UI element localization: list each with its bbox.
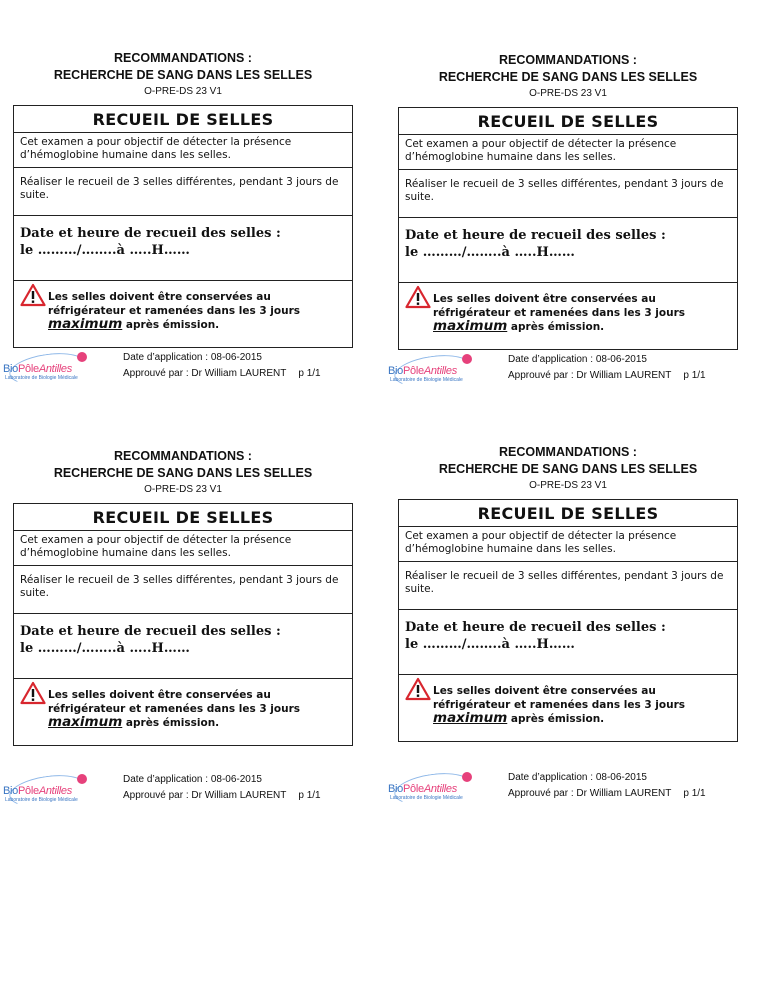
date-section — [14, 614, 352, 679]
card-footer — [388, 352, 738, 392]
instructions-paragraph: Réaliser le recueil de 3 selles différentes, pendant 3 jours de suite. — [399, 562, 737, 610]
label-card-top-left — [3, 50, 353, 390]
card-footer — [3, 350, 353, 390]
document-code: O-PRE-DS 23 V1 — [529, 480, 607, 491]
label-card-bottom-right — [388, 444, 738, 810]
page-number: p 1/1 — [298, 368, 321, 379]
logo-wordmark: BioPôleAntilles — [3, 363, 72, 375]
card-header — [398, 52, 738, 101]
date-section — [399, 218, 737, 283]
card-footer — [3, 772, 353, 812]
instructions-paragraph: Réaliser le recueil de 3 selles différentes, pendant 3 jours de suite. — [14, 566, 352, 614]
date-label: Date et heure de recueil des selles : — [20, 624, 281, 639]
approved-by: Approuvé par : Dr William LAURENT — [508, 788, 672, 799]
purpose-paragraph: Cet examen a pour objectif de détecter la présence d’hémoglobine humaine dans les selles. — [399, 135, 737, 170]
purpose-paragraph: Cet examen a pour objectif de détecter la présence d’hémoglobine humaine dans les selles. — [14, 133, 352, 168]
application-date: Date d’application : 08-06-2015 — [508, 772, 647, 783]
warning-section — [399, 283, 737, 349]
box-title: RECUEIL DE SELLES — [14, 504, 352, 531]
page-number: p 1/1 — [298, 790, 321, 801]
box-title: RECUEIL DE SELLES — [14, 106, 352, 133]
logo-subtitle: Laboratoire de Biologie Médicale — [5, 375, 78, 381]
header-recommandations: RECOMMANDATIONS : — [114, 51, 252, 65]
warning-emphasis: maximum — [48, 714, 123, 730]
document-code: O-PRE-DS 23 V1 — [529, 88, 607, 99]
page-number: p 1/1 — [683, 788, 706, 799]
logo-dot — [77, 774, 87, 784]
warning-emphasis: maximum — [48, 316, 123, 332]
header-subject: RECHERCHE DE SANG DANS LES SELLES — [53, 466, 313, 480]
logo-dot — [77, 352, 87, 362]
date-section — [399, 610, 737, 675]
header-subject: RECHERCHE DE SANG DANS LES SELLES — [438, 462, 698, 476]
approved-by: Approuvé par : Dr William LAURENT — [123, 368, 287, 379]
date-fill-line: le ………/……..à …..H…… — [405, 637, 575, 652]
date-fill-line: le ………/……..à …..H…… — [405, 245, 575, 260]
content-box — [398, 107, 738, 350]
approved-by: Approuvé par : Dr William LAURENT — [123, 790, 287, 801]
card-header — [398, 444, 738, 493]
header-subject: RECHERCHE DE SANG DANS LES SELLES — [53, 68, 313, 82]
biopole-logo — [1, 350, 96, 388]
page-number: p 1/1 — [683, 370, 706, 381]
warning-triangle-icon — [405, 677, 431, 701]
header-recommandations: RECOMMANDATIONS : — [499, 445, 637, 459]
warning-end: après émission. — [125, 319, 220, 331]
biopole-logo — [386, 770, 481, 808]
content-box — [13, 105, 353, 348]
footer-info — [508, 352, 706, 384]
date-fill-line: le ………/……..à …..H…… — [20, 641, 190, 656]
warning-text: Les selles doivent être conservées au réfrigérateur et ramenées dans les 3 jours — [433, 293, 686, 319]
warning-section — [399, 675, 737, 741]
logo-dot — [462, 354, 472, 364]
card-footer — [388, 770, 738, 810]
header-recommandations: RECOMMANDATIONS : — [114, 449, 252, 463]
document-code: O-PRE-DS 23 V1 — [144, 86, 222, 97]
warning-end: après émission. — [510, 713, 605, 725]
logo-wordmark: BioPôleAntilles — [3, 785, 72, 797]
instructions-paragraph: Réaliser le recueil de 3 selles différentes, pendant 3 jours de suite. — [399, 170, 737, 218]
box-title: RECUEIL DE SELLES — [399, 500, 737, 527]
card-header — [13, 50, 353, 99]
biopole-logo — [386, 352, 481, 390]
logo-subtitle: Laboratoire de Biologie Médicale — [390, 795, 463, 801]
warning-emphasis: maximum — [433, 710, 508, 726]
date-label: Date et heure de recueil des selles : — [20, 226, 281, 241]
warning-text: Les selles doivent être conservées au réfrigérateur et ramenées dans les 3 jours — [48, 689, 301, 715]
footer-info — [508, 770, 706, 802]
warning-text: Les selles doivent être conservées au réfrigérateur et ramenées dans les 3 jours — [48, 291, 301, 317]
instructions-paragraph: Réaliser le recueil de 3 selles différentes, pendant 3 jours de suite. — [14, 168, 352, 216]
label-card-top-right — [388, 52, 738, 392]
application-date: Date d’application : 08-06-2015 — [123, 352, 262, 363]
logo-subtitle: Laboratoire de Biologie Médicale — [390, 377, 463, 383]
biopole-logo — [1, 772, 96, 810]
application-date: Date d’application : 08-06-2015 — [508, 354, 647, 365]
logo-subtitle: Laboratoire de Biologie Médicale — [5, 797, 78, 803]
warning-triangle-icon — [20, 681, 46, 705]
content-box — [398, 499, 738, 742]
logo-wordmark: BioPôleAntilles — [388, 365, 457, 377]
date-label: Date et heure de recueil des selles : — [405, 620, 666, 635]
warning-triangle-icon — [405, 285, 431, 309]
footer-info — [123, 350, 321, 382]
warning-section — [14, 281, 352, 347]
application-date: Date d’application : 08-06-2015 — [123, 774, 262, 785]
logo-dot — [462, 772, 472, 782]
box-title: RECUEIL DE SELLES — [399, 108, 737, 135]
card-header — [13, 448, 353, 497]
document-code: O-PRE-DS 23 V1 — [144, 484, 222, 495]
date-section — [14, 216, 352, 281]
header-subject: RECHERCHE DE SANG DANS LES SELLES — [438, 70, 698, 84]
content-box — [13, 503, 353, 746]
footer-info — [123, 772, 321, 804]
logo-wordmark: BioPôleAntilles — [388, 783, 457, 795]
warning-end: après émission. — [125, 717, 220, 729]
label-card-bottom-left — [3, 448, 353, 812]
purpose-paragraph: Cet examen a pour objectif de détecter la présence d’hémoglobine humaine dans les selles. — [14, 531, 352, 566]
date-fill-line: le ………/……..à …..H…… — [20, 243, 190, 258]
warning-end: après émission. — [510, 321, 605, 333]
date-label: Date et heure de recueil des selles : — [405, 228, 666, 243]
warning-emphasis: maximum — [433, 318, 508, 334]
warning-triangle-icon — [20, 283, 46, 307]
purpose-paragraph: Cet examen a pour objectif de détecter la présence d’hémoglobine humaine dans les selles. — [399, 527, 737, 562]
header-recommandations: RECOMMANDATIONS : — [499, 53, 637, 67]
warning-text: Les selles doivent être conservées au réfrigérateur et ramenées dans les 3 jours — [433, 685, 686, 711]
warning-section — [14, 679, 352, 745]
approved-by: Approuvé par : Dr William LAURENT — [508, 370, 672, 381]
